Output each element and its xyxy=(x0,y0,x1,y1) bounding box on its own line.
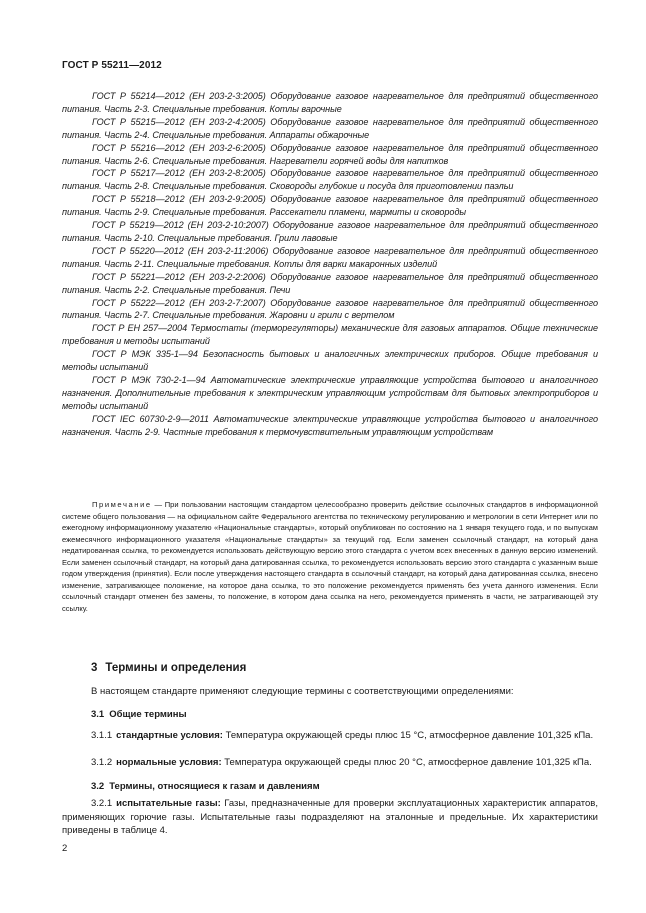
subsection-heading xyxy=(91,709,187,720)
subsection-number: 3.2 xyxy=(91,781,105,792)
note-text: — При пользовании настоящим стандартом целесообразно проверить действие ссылочных стандартов в информационной системе общего пользования — на официальном сайте Федерального агентства по техническому регулированию и метрологии в сети Интернет или по ежегодному информационному указателю «Национальные стандарты», который опубликован по состоянию на 1 января текущего года, и по выпускам ежемесячного информационного указателя «Национальные стандарты» за текущий год. Если заменен ссылочный стандарт, на который дана недатированная ссылка, то рекомендуется использовать действующую версию этого стандарта с учетом всех внесенных в данную версию изменений. Если заменен ссылочный стандарт, на который дана датированная ссылка, то рекомендуется использовать версию этого стандарта с указанным выше годом утверждения (принятия). Если после утверждения настоящего стандарта в ссылочный стандарт, на который дана датированная ссылка, внесено изменение, затрагивающее положение, на которое дана ссылка, то это положение рекомендуется применять без учета данного изменения. Если ссылочный стандарт отменен без замены, то положение, в котором дана ссылка на него, рекомендуется применять в части, не затрагивающей эту ссылку. xyxy=(62,500,598,613)
reference-item: ГОСТ Р МЭК 335-1—94 Безопасность бытовых и аналогичных электрических приборов. Общие требования и методы испытаний xyxy=(62,349,598,373)
term-number: 3.2.1 xyxy=(91,798,113,809)
term-number: 3.1.1 xyxy=(91,730,113,741)
term-definition xyxy=(62,729,598,743)
reference-item: ГОСТ Р 55214—2012 (ЕН 203-2-3:2005) Оборудование газовое нагревательное для предприятий общественного питания. Часть 2-3. Специальные требования. Котлы варочные xyxy=(62,91,598,114)
document-header: ГОСТ Р 55211—2012 xyxy=(62,60,162,71)
reference-item: ГОСТ Р ЕН 257—2004 Термостаты (терморегуляторы) механические для газовых аппаратов. Общие технические требования и методы испытаний xyxy=(62,323,598,347)
reference-item: ГОСТ Р 55217—2012 (ЕН 203-2-8:2005) Оборудование газовое нагревательное для предприятий общественного питания. Часть 2-8. Специальные требования. Сковороды глубокие и посуда для приготовлении паэльи xyxy=(62,168,598,192)
reference-item: ГОСТ Р 55221—2012 (ЕН 203-2-2:2006) Оборудование газовое нагревательное для предприятий общественного питания. Часть 2-2. Специальные требования. Печи xyxy=(62,271,598,295)
section-number: 3 xyxy=(91,662,98,674)
reference-item: ГОСТ Р МЭК 730-2-1—94 Автоматические электрические управляющие устройства бытового и аналогичного назначения. Дополнительные требования к электрическим управляющим устройствам для бытовых электроприборов и методы испытаний xyxy=(62,374,598,411)
term-number: 3.1.2 xyxy=(91,757,113,768)
reference-item: ГОСТ Р 55215—2012 (ЕН 203-2-4:2005) Оборудование газовое нагревательное для предприятий общественного питания. Часть 2-4. Специальные требования. Аппараты обжарочные xyxy=(62,116,598,140)
reference-item: ГОСТ Р 55219—2012 (ЕН 203-2-10:2007) Оборудование газовое нагревательное для предприятий общественного питания. Часть 2-10. Специальные требования. Грили лавовые xyxy=(62,220,598,243)
section-intro: В настоящем стандарте применяют следующие термины с соответствующими определениями: xyxy=(91,686,514,697)
term-name: стандартные условия: xyxy=(116,730,223,741)
page-number: 2 xyxy=(62,843,68,854)
term-text: Температура окружающей среды плюс 15 °С, атмосферное давление 101,325 кПа. xyxy=(222,730,594,741)
subsection-title: Термины, относящиеся к газам и давлениям xyxy=(109,781,320,792)
term-name: нормальные условия: xyxy=(116,757,222,768)
references-list xyxy=(62,90,598,438)
term-definition xyxy=(62,756,598,770)
section-title xyxy=(91,662,246,674)
subsection-number: 3.1 xyxy=(91,709,105,720)
term-definition xyxy=(62,797,598,838)
subsection-title: Общие термины xyxy=(109,709,187,720)
reference-item: ГОСТ Р 55222—2012 (ЕН 203-2-7:2007) Оборудование газовое нагревательное для предприятий общественного питания. Часть 2-7. Специальные требования. Жаровни и грили с вертелом xyxy=(62,297,598,321)
subsection-heading xyxy=(91,781,320,792)
reference-item: ГОСТ IEC 60730-2-9—2011 Автоматические электрические управляющие устройства бытового и аналогичного назначения. Часть 2-9. Частные требования к термочувствительным управляющим устройствам xyxy=(62,413,598,437)
reference-item: ГОСТ Р 55218—2012 (ЕН 203-2-9:2005) Оборудование газовое нагревательное для предприятий общественного питания. Часть 2-9. Специальные требования. Рассекатели пламени, мармиты и сковороды xyxy=(62,194,598,218)
note-paragraph xyxy=(62,499,598,614)
term-name: испытательные газы: xyxy=(116,798,221,809)
reference-item: ГОСТ Р 55220—2012 (ЕН 203-2-11:2006) Оборудование газовое нагревательное для предприятий общественного питания. Часть 2-11. Специальные требования. Котлы для варки макаронных изделий xyxy=(62,245,598,269)
section-title-text: Термины и определения xyxy=(105,662,247,674)
reference-item: ГОСТ Р 55216—2012 (ЕН 203-2-6:2005) Оборудование газовое нагревательное для предприятий общественного питания. Часть 2-6. Специальные требования. Нагреватели горячей воды для напитков xyxy=(62,142,598,166)
term-text: Температура окружающей среды плюс 20 °С, атмосферное давление 101,325 кПа. xyxy=(221,757,592,768)
note-label: Примечание xyxy=(92,500,152,509)
term-text: Газы, предназначенные для проверки эксплуатационных характеристик аппаратов, применяющих горючие газы. Испытательные газы подразделяют на эталонные и предельные. Их характеристики приведены в таблице 4. xyxy=(62,798,598,837)
